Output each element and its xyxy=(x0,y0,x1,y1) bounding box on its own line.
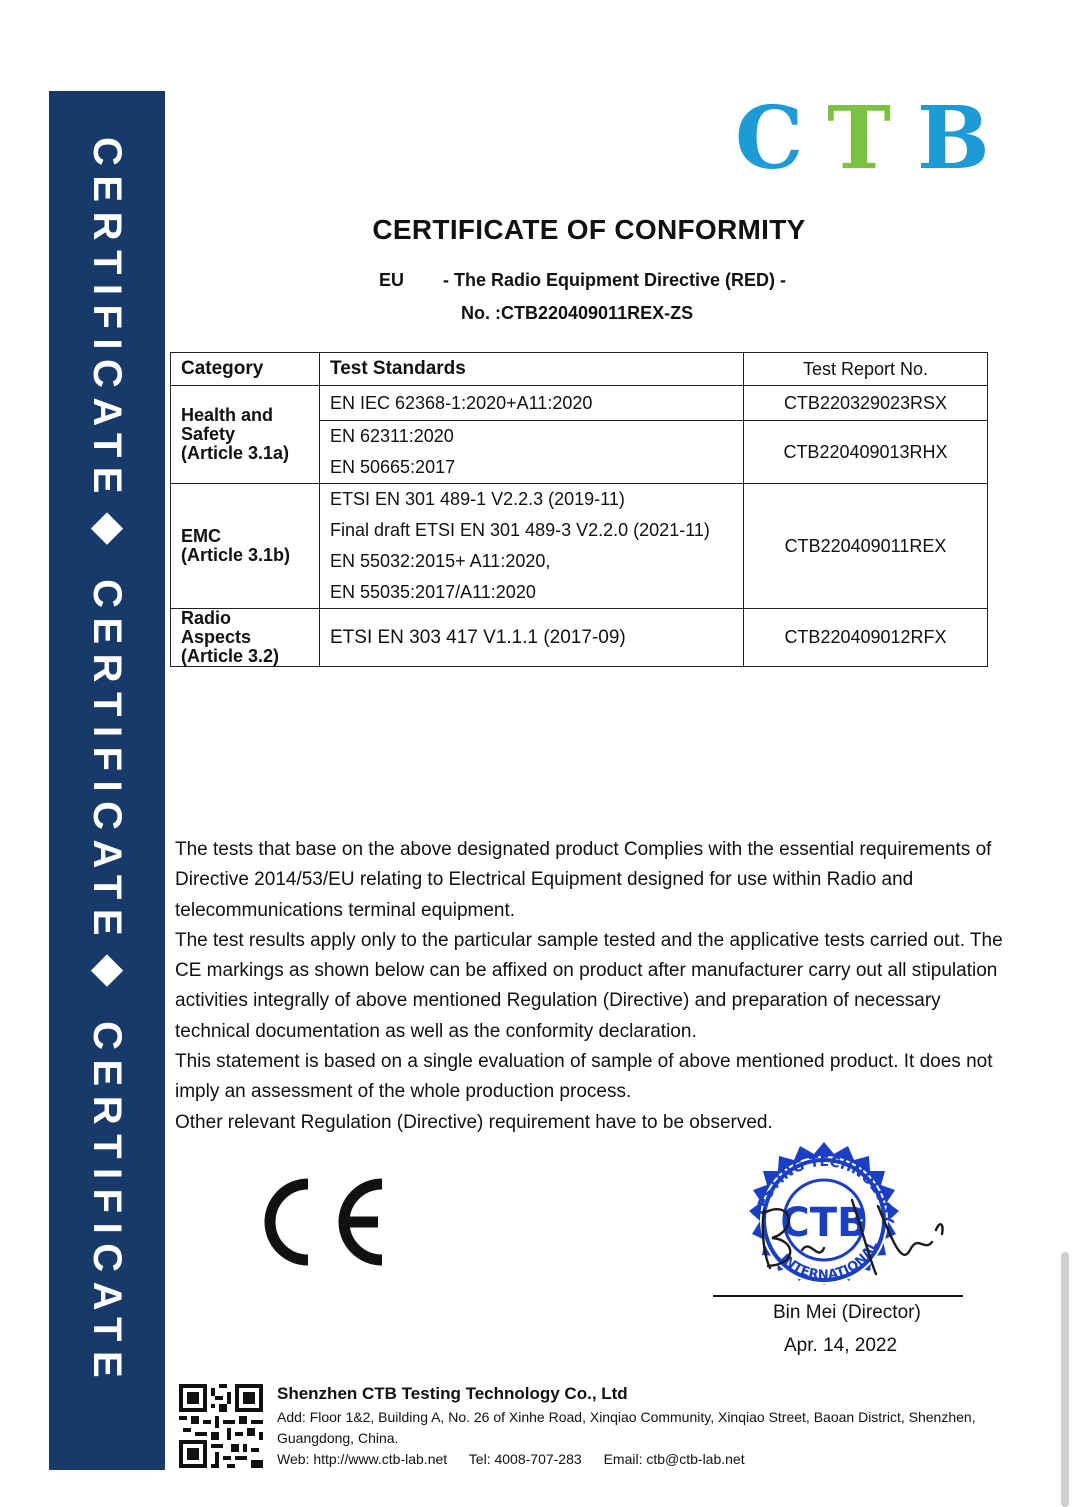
logo-letter-c: C xyxy=(735,98,804,178)
report-cell: CTB220409011REX xyxy=(744,484,988,609)
seal-ring-bottom-text: INTERNATIONAL xyxy=(777,1238,882,1283)
table-row xyxy=(171,609,988,667)
category-emc xyxy=(171,484,320,609)
standard-line: ETSI EN 301 489-1 V2.2.3 (2019-11) xyxy=(330,489,625,509)
standard-line: EN 55035:2017/A11:2020 xyxy=(330,582,536,602)
director-signature xyxy=(752,1190,952,1280)
category-line: Radio xyxy=(181,608,232,628)
table-row xyxy=(171,386,988,421)
logo-letter-t: T xyxy=(827,98,891,178)
category-line: Aspects xyxy=(181,627,252,647)
ce-mark-icon xyxy=(250,1172,390,1272)
report-cell: CTB220409012RFX xyxy=(744,609,988,667)
report-cell: CTB220329023RSX xyxy=(744,386,988,421)
company-phone: Tel: 4008-707-283 xyxy=(468,1451,582,1467)
statement-paragraph: Other relevant Regulation (Directive) requirement have to be observed. xyxy=(175,1111,773,1133)
company-contact xyxy=(277,1451,763,1467)
report-cell: CTB220409013RHX xyxy=(744,421,988,484)
table-row xyxy=(171,484,988,609)
standard-line: EN 62311:2020 xyxy=(330,426,454,446)
directive-line xyxy=(379,270,786,291)
company-address: Add: Floor 1&2, Building A, No. 26 of Xinhe Road, Xinqiao Community, Xinqiao Street, Baoan District, Shenzhen, Guangdong, China. xyxy=(277,1409,976,1446)
sidebar-banner xyxy=(49,91,165,1470)
header-test-report-no: Test Report No. xyxy=(744,353,988,386)
table-header-row xyxy=(171,353,988,386)
statement-paragraph: This statement is based on a single evaluation of sample of above mentioned product. It does not imply an assessment of the whole production process. xyxy=(175,1051,993,1103)
seal-ring-top-text: TESTING TECHNOLOGY xyxy=(752,1153,897,1225)
logo-letter-b: B xyxy=(917,98,990,178)
signatory-name: Bin Mei (Director) xyxy=(773,1302,921,1323)
scrollbar[interactable] xyxy=(1061,1252,1069,1507)
certificate-number: No. :CTB220409011REX-ZS xyxy=(461,303,694,323)
conformity-statement xyxy=(175,835,1015,1138)
standard-cell xyxy=(320,484,744,609)
ctb-logo xyxy=(735,98,1000,178)
sidebar-certificate-text: CERTIFICATE◆ CERTIFICATE◆ CERTIFICATE xyxy=(85,137,129,1388)
standard-line: Final draft ETSI EN 301 489-3 V2.2.0 (2021-11) xyxy=(330,520,710,540)
standard-cell: EN IEC 62368-1:2020+A11:2020 xyxy=(320,386,744,421)
category-line: (Article 3.1b) xyxy=(181,545,291,565)
category-line: Safety xyxy=(181,424,236,444)
category-radio-aspects xyxy=(171,609,320,667)
seal-center-text: CTB xyxy=(780,1200,868,1246)
category-line: (Article 3.1a) xyxy=(181,443,290,463)
category-line: EMC xyxy=(181,526,221,546)
category-line: (Article 3.2) xyxy=(181,646,280,666)
directive-region: EU xyxy=(379,270,405,290)
standards-table xyxy=(170,352,988,667)
standard-cell: ETSI EN 303 417 V1.1.1 (2017-09) xyxy=(320,609,744,667)
category-health-safety xyxy=(171,386,320,484)
company-email[interactable]: Email: ctb@ctb-lab.net xyxy=(603,1451,745,1467)
statement-paragraph: The test results apply only to the particular sample tested and the applicative tests carried out. The CE markings as shown below can be affixed on product after manufacturer carry out all stipulation activities integrally of above mentioned Regulation (Directive) and preparation of necessary technical documentation as well as the conformity declaration. xyxy=(175,929,1003,1042)
standard-cell xyxy=(320,421,744,484)
company-website[interactable]: Web: http://www.ctb-lab.net xyxy=(277,1451,448,1467)
category-line: Health and xyxy=(181,405,274,425)
page-title: CERTIFICATE OF CONFORMITY xyxy=(372,214,806,245)
standard-line: EN 50665:2017 xyxy=(330,457,456,477)
standard-line: EN 55032:2015+ A11:2020, xyxy=(330,551,551,571)
qr-code-icon xyxy=(179,1384,263,1468)
directive-name: - The Radio Equipment Directive (RED) - xyxy=(443,270,787,290)
issue-date: Apr. 14, 2022 xyxy=(784,1335,898,1356)
statement-paragraph: The tests that base on the above designated product Complies with the essential requirements of Directive 2014/53/EU relating to Electrical Equipment designed for use within Radio and telecommunications terminal equipment. xyxy=(175,839,992,921)
header-test-standards: Test Standards xyxy=(320,353,744,386)
company-name: Shenzhen CTB Testing Technology Co., Ltd xyxy=(277,1384,628,1403)
signature-line xyxy=(713,1295,963,1297)
header-category: Category xyxy=(171,353,320,386)
